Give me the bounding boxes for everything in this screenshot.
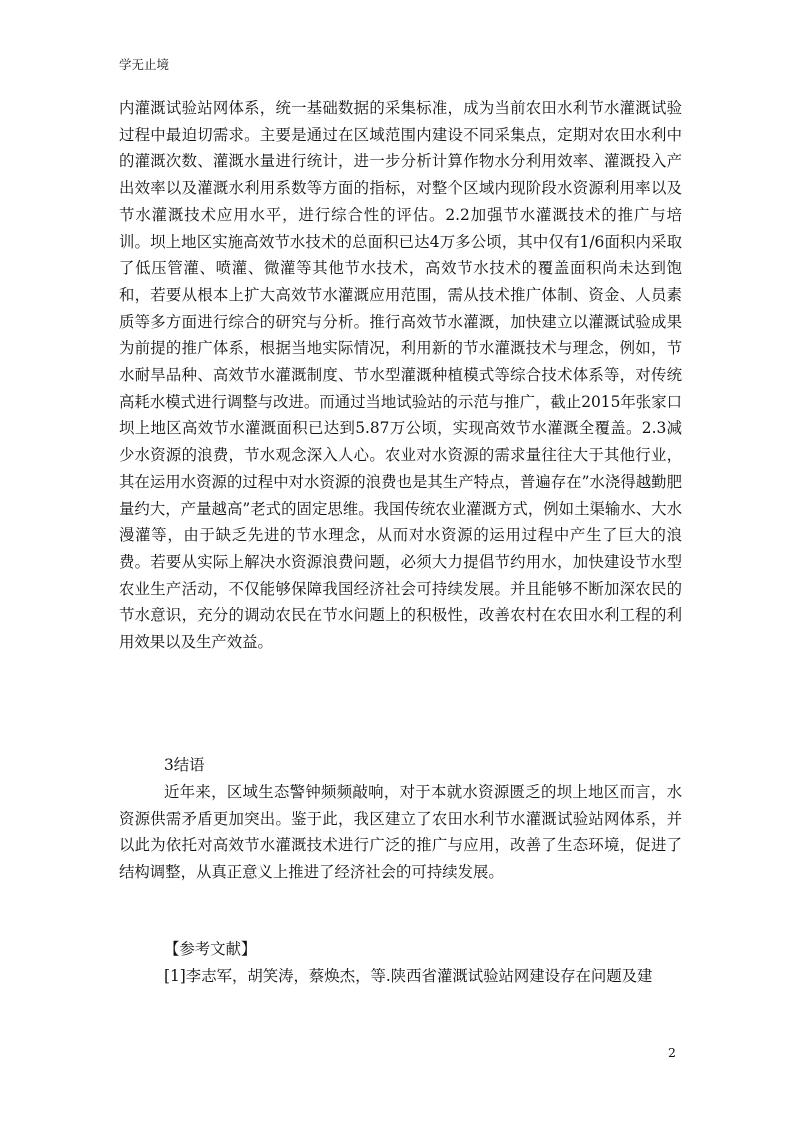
body-paragraph-2: 近年来，区域生态警钟频频敲响，对于本就水资源匮乏的坝上地区而言，水资源供需矛盾更加突出。鉴于此，我区建立了农田水利节水灌溉试验站网体系，并以此为依托对高效节水灌溉技术进行广泛的推广与应用，改善了生态环境，促进了结构调整，从真正意义上推进了经济社会的可持续发展。 bbox=[119, 783, 682, 882]
page-number: 2 bbox=[668, 1045, 676, 1060]
section-heading: 3结语 bbox=[164, 756, 205, 774]
header-brand: 学无止境 bbox=[119, 57, 170, 72]
body-paragraph-1: 内灌溉试验站网体系，统一基础数据的采集标准，成为当前农田水利节水灌溉试验过程中最迫切需求。主要是通过在区域范围内建设不同采集点，定期对农田水利中的灌溉次数、灌溉水量进行统计，进一步分析计算作物水分利用效率、灌溉投入产出效率以及灌溉水利用系数等方面的指标，对整个区域内现阶段水资源利用率以及节水灌溉技术应用水平，进行综合性的评估。2.2加强节水灌溉技术的推广与培训。坝上地区实施高效节水技术的总面积已达4万多公顷，其中仅有1/6面积内采取了低压管灌、喷灌、微灌等其他节水技术，高效节水技术的覆盖面积尚未达到饱和，若要从根本上扩大高效节水灌溉应用范围，需从技术推广体制、资金、人员素质等多方面进行综合的研究与分析。推行高效节水灌溉，加快建立以灌溉试验成果为前提的推广体系，根据当地实际情况，利用新的节水灌溉技术与理念，例如，节水耐旱品种、高效节水灌溉制度、节水型灌溉种植模式等综合技术体系等，对传统高耗水模式进行调整与改进。而通过当地试验站的示范与推广，截止2015年张家口坝上地区高效节水灌溉面积已达到5.87万公顷，实现高效节水灌溉全覆盖。2.3减少水资源的浪费，节水观念深入人心。农业对水资源的需求量往往大于其他行业，其在运用水资源的过程中对水资源的浪费也是其生产特点，普遍存在”水浇得越勤肥量约大，产量越高”老式的固定思维。我国传统农业灌溉方式，例如土渠输水、大水漫灌等，由于缺乏先进的节水理念，从而对水资源的运用过程中产生了巨大的浪费。若要从实际上解决水资源浪费问题，必须大力提倡节约用水，加快建设节水型农业生产活动，不仅能够保障我国经济社会可持续发展。并且能够不断加深农民的节水意识，充分的调动农民在节水问题上的积极性，改善农村在农田水利工程的利用效果以及生产效益。 bbox=[119, 99, 682, 652]
references-heading: 【参考文献】 bbox=[164, 940, 257, 958]
reference-item: [1]李志军，胡笑涛，蔡焕杰，等.陕西省灌溉试验站网建设存在问题及建 bbox=[164, 967, 653, 985]
